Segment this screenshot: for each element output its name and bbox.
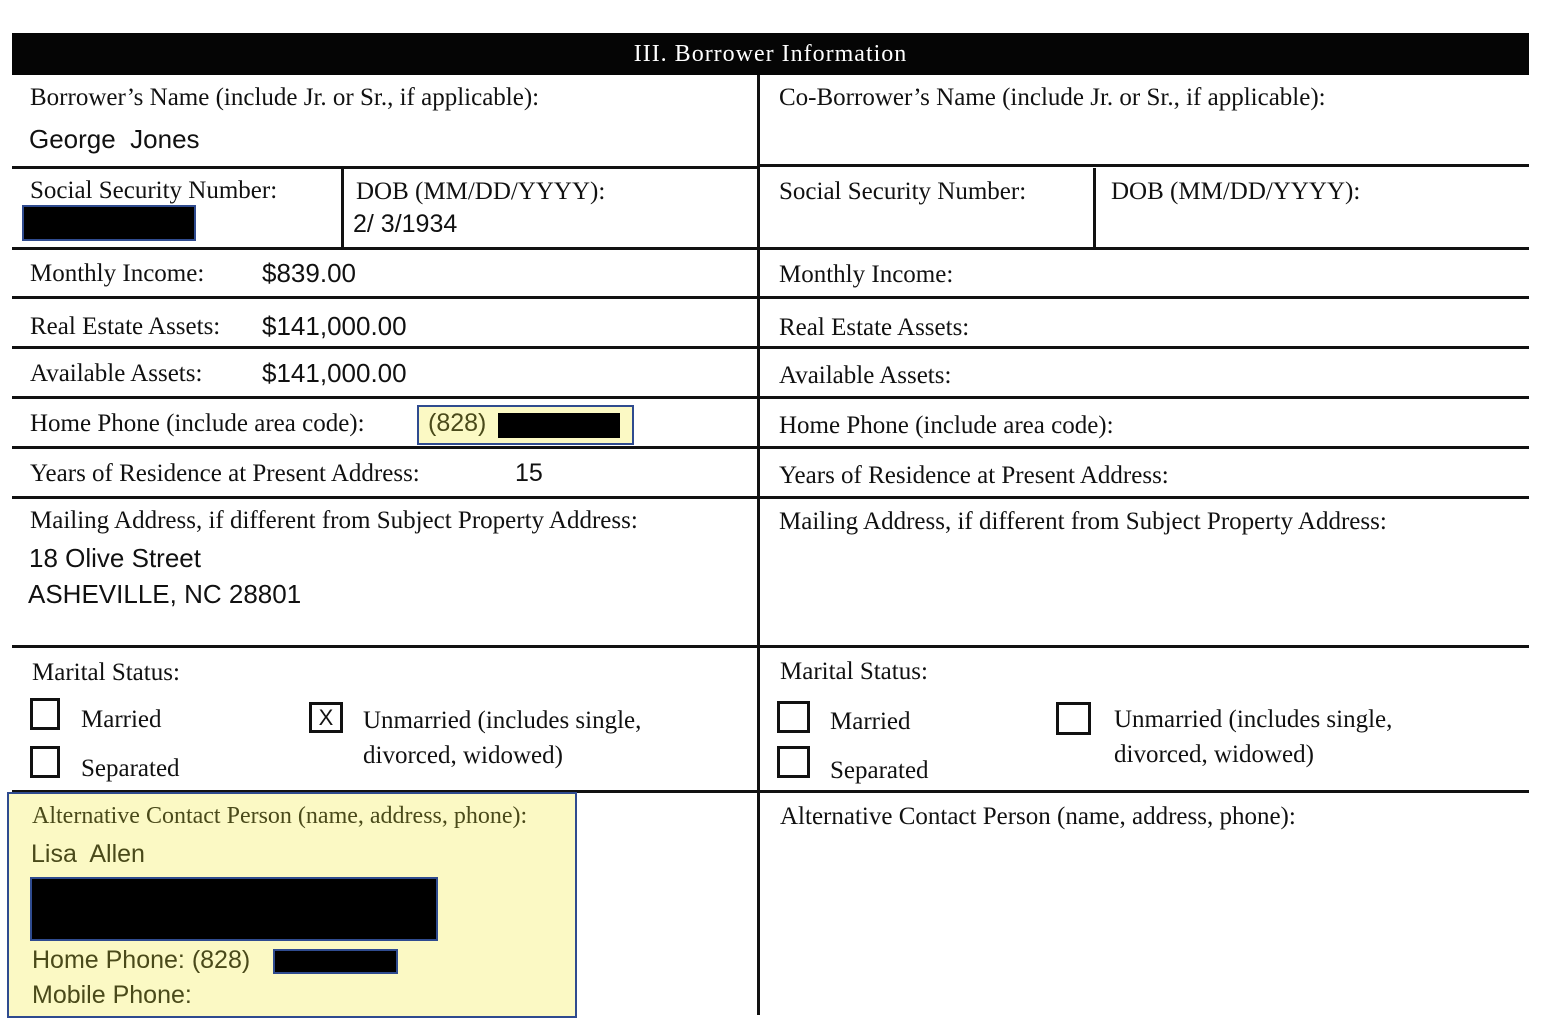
home-phone-redaction xyxy=(498,413,620,438)
borrower-monthly-income-label: Monthly Income: xyxy=(30,260,205,287)
borrower-mailing-label: Mailing Address, if different from Subject Property Address: xyxy=(30,507,638,534)
row-divider xyxy=(12,346,1529,349)
center-divider xyxy=(757,75,760,1015)
coborrower-name-label: Co-Borrower’s Name (include Jr. or Sr., if applicable): xyxy=(779,84,1326,111)
coborrower-marital-label: Marital Status: xyxy=(780,658,928,685)
borrower-available-assets-value: $141,000.00 xyxy=(262,358,407,388)
borrower-unmarried-label-line1: Unmarried (includes single, xyxy=(363,707,642,734)
borrower-name-value: George Jones xyxy=(29,124,200,154)
row-divider xyxy=(12,396,1529,399)
coborrower-ssn-label: Social Security Number: xyxy=(779,178,1027,205)
row-divider xyxy=(12,645,1529,648)
alt-phone-redaction xyxy=(273,949,398,974)
ssn-redaction xyxy=(22,205,196,241)
row-divider xyxy=(760,164,1529,167)
coborrower-dob-label: DOB (MM/DD/YYYY): xyxy=(1111,178,1361,205)
alt-contact-address-redaction xyxy=(30,877,438,941)
coborrower-mailing-label: Mailing Address, if different from Subject Property Address: xyxy=(779,508,1387,535)
borrower-home-phone-area: (828) xyxy=(428,409,487,437)
coborrower-separated-checkbox[interactable] xyxy=(777,746,810,778)
coborrower-unmarried-checkbox[interactable] xyxy=(1056,702,1091,735)
coborrower-unmarried-label-line1: Unmarried (includes single, xyxy=(1114,706,1393,733)
borrower-monthly-income-value: $839.00 xyxy=(262,258,356,288)
borrower-married-label: Married xyxy=(81,706,162,733)
borrower-alt-contact-label: Alternative Contact Person (name, address, phone): xyxy=(32,803,528,829)
borrower-separated-checkbox[interactable] xyxy=(30,746,60,778)
coborrower-available-assets-label: Available Assets: xyxy=(779,362,952,389)
borrower-marital-label: Marital Status: xyxy=(32,659,180,686)
coborrower-unmarried-label-line2: divorced, widowed) xyxy=(1114,741,1314,768)
borrower-real-estate-label: Real Estate Assets: xyxy=(30,313,221,340)
borrower-mailing-line1: 18 Olive Street xyxy=(29,543,201,573)
section-title: III. Borrower Information xyxy=(12,33,1529,75)
right-ssn-dob-divider xyxy=(1093,168,1096,250)
borrower-available-assets-label: Available Assets: xyxy=(30,360,203,387)
coborrower-home-phone-label: Home Phone (include area code): xyxy=(779,412,1114,439)
borrower-years-label: Years of Residence at Present Address: xyxy=(30,460,420,487)
coborrower-separated-label: Separated xyxy=(830,757,929,784)
row-divider xyxy=(12,166,759,169)
row-divider xyxy=(12,496,1529,499)
coborrower-married-label: Married xyxy=(830,708,911,735)
coborrower-real-estate-label: Real Estate Assets: xyxy=(779,314,970,341)
left-ssn-dob-divider xyxy=(341,168,344,250)
coborrower-married-checkbox[interactable] xyxy=(777,701,810,733)
coborrower-alt-contact-label: Alternative Contact Person (name, address, phone): xyxy=(780,803,1296,830)
borrower-real-estate-value: $141,000.00 xyxy=(262,311,407,341)
borrower-dob-value: 2/ 3/1934 xyxy=(353,210,458,238)
row-divider xyxy=(12,296,1529,299)
coborrower-years-label: Years of Residence at Present Address: xyxy=(779,462,1169,489)
borrower-separated-label: Separated xyxy=(81,755,180,782)
row-divider xyxy=(12,247,1529,250)
borrower-mailing-line2: ASHEVILLE, NC 28801 xyxy=(28,579,302,609)
borrower-years-value: 15 xyxy=(515,459,543,487)
alt-contact-home-phone: Home Phone: (828) xyxy=(32,946,251,974)
row-divider xyxy=(12,446,1529,449)
alt-contact-name: Lisa Allen xyxy=(31,840,145,868)
borrower-ssn-label: Social Security Number: xyxy=(30,177,278,204)
borrower-married-checkbox[interactable] xyxy=(30,698,60,730)
borrower-dob-label: DOB (MM/DD/YYYY): xyxy=(356,178,606,205)
borrower-unmarried-checkbox[interactable]: X xyxy=(309,702,343,733)
alt-contact-mobile-phone: Mobile Phone: xyxy=(32,981,192,1009)
borrower-name-label: Borrower’s Name (include Jr. or Sr., if applicable): xyxy=(30,84,540,111)
borrower-unmarried-label-line2: divorced, widowed) xyxy=(363,742,563,769)
coborrower-monthly-income-label: Monthly Income: xyxy=(779,261,954,288)
borrower-home-phone-label: Home Phone (include area code): xyxy=(30,410,365,437)
